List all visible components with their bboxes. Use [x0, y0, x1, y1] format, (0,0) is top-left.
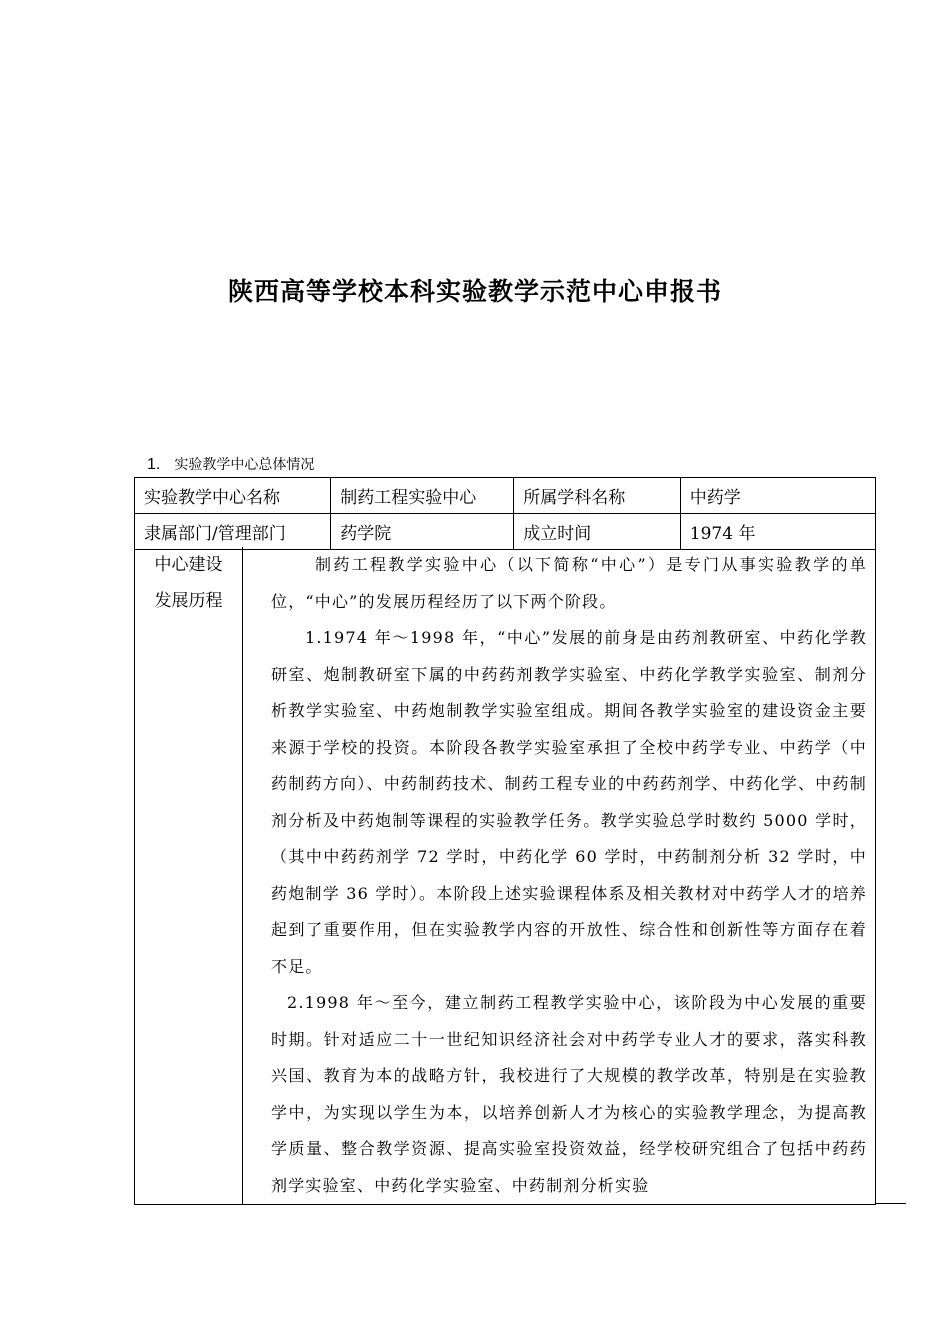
table-row [135, 514, 876, 550]
section-number: 1. [147, 456, 161, 473]
department-value: 药学院 [331, 514, 514, 550]
history-label-line1: 中心建设 [154, 555, 223, 575]
history-label-line2: 发展历程 [154, 591, 223, 611]
history-label [135, 547, 243, 1204]
history-paragraph-stage1: 1.1974 年～1998 年，“中心”发展的前身是由药剂教研室、中药化学教研室、炮制教研室下属的中药药剂教学实验室、中药化学教学实验室、制剂分析教学实验室、中药炮制教学实验室组成。期间各教学实验室的建设资金主要来源于学校的投资。本阶段各教学实验室承担了全校中药学专业、中药学（中药制药方向）、中药制药技术、制药工程专业的中药药剂学、中药化学、中药制剂分析及中药炮制等课程的实验教学任务。教学实验总学时数约 5000 学时，（其中中药药剂学 72 学时，中药化学 60 学时，中药制剂分析 32 学时，中药炮制学 36 学时）。本阶段上述实验课程体系及相关教材对中药学人才的培养起到了重要作用，但在实验教学内容的开放性、综合性和创新性等方面存在着不足。 [271, 628, 867, 976]
center-name-value: 制药工程实验中心 [331, 478, 514, 514]
discipline-label: 所属学科名称 [514, 478, 681, 514]
page-edge-rule [876, 1203, 906, 1204]
table-row [135, 478, 876, 514]
discipline-value: 中药学 [680, 478, 875, 514]
document-title: 陕西高等学校本科实验教学示范中心申报书 [227, 277, 722, 306]
section-heading-text: 实验教学中心总体情况 [174, 457, 315, 473]
development-history-section [134, 547, 876, 1205]
section-heading [147, 454, 314, 474]
history-paragraph-stage2: 2.1998 年～至今，建立制药工程教学实验中心，该阶段为中心发展的重要时期。针对适应二十一世纪知识经济社会对中药学专业人才的要求，落实科教兴国、教育为本的战略方针，我校进行了大规模的教学改革，特别是在实验教学中，为实现以学生为本，以培养创新人才为核心的实验教学理念，为提高教学质量、整合教学资源、提高实验室投资效益，经学校研究组合了包括中药药剂学实验室、中药化学实验室、中药制剂分析实验 [271, 993, 867, 1195]
history-paragraph-intro: 制药工程教学实验中心（以下简称“中心”）是专门从事实验教学的单位，“中心”的发展历程经历了以下两个阶段。 [271, 555, 867, 611]
history-body [271, 547, 867, 1204]
established-value: 1974 年 [680, 514, 875, 550]
center-name-label: 实验教学中心名称 [135, 478, 331, 514]
department-label: 隶属部门/管理部门 [135, 514, 331, 550]
established-label: 成立时间 [514, 514, 681, 550]
center-info-table [134, 477, 876, 550]
